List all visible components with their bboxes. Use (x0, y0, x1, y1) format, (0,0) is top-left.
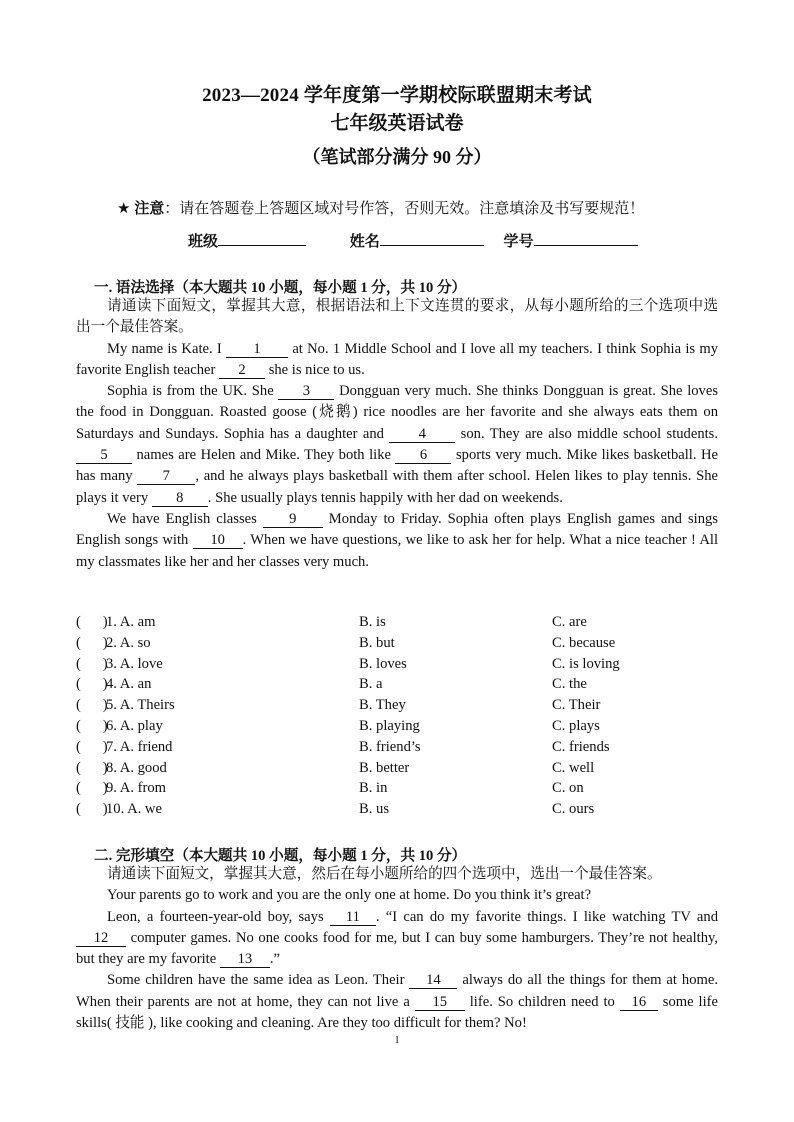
notice-line (117, 197, 644, 218)
section1-content (76, 296, 718, 573)
passage-text: always do all the things for them at home. When their parents are not at home, they can not live a (76, 972, 718, 1010)
name-blank[interactable] (380, 231, 484, 246)
option-a: 10. A. we (106, 801, 162, 818)
option-a: 6. A. play (106, 717, 163, 734)
blank-7: 7 (137, 468, 195, 485)
passage-text: computer games. No one cooks food for me, but I can buy some hamburgers. They’re not healthy, but they are my favorite (76, 929, 718, 968)
passage-text: some life skills( 技能 ), like cooking and cleaning. Are they too difficult for them? No! (76, 993, 718, 1032)
blank-13: 13 (220, 951, 270, 968)
option-b: B. They (359, 697, 406, 714)
answer-bracket[interactable]: ( ) (76, 738, 108, 755)
page-number: 1 (394, 1035, 400, 1046)
option-a: 9. A. from (106, 780, 166, 797)
passage-text: .” (269, 951, 280, 968)
blank-3: 3 (278, 383, 334, 400)
blank-8: 8 (152, 490, 208, 507)
section1-heading: 一. 语法选择（本大题共 10 小题，每小题 1 分，共 10 分） (94, 280, 467, 296)
option-row (76, 697, 726, 718)
passage2-paragraph (76, 970, 718, 1034)
option-b: B. in (359, 780, 388, 797)
option-b: B. loves (359, 655, 407, 672)
blank-16: 16 (620, 994, 658, 1011)
answer-bracket[interactable]: ( ) (76, 801, 108, 818)
option-a: 7. A. friend (106, 738, 173, 755)
option-b: B. friend’s (359, 738, 421, 755)
passage-text: Leon, a fourteen-year-old boy, says (107, 908, 330, 925)
answer-bracket[interactable]: ( ) (76, 780, 108, 797)
answer-bracket[interactable]: ( ) (76, 697, 108, 714)
blank-10: 10 (193, 532, 243, 549)
passage-text: names are Helen and Mike. They both like (132, 447, 396, 464)
option-b: B. but (359, 634, 395, 651)
passage-text: Monday to Friday. Sophia often plays English games and sings English songs with (76, 510, 718, 549)
student-id-label: 学号 (503, 234, 534, 250)
student-id-field (504, 230, 638, 251)
passage-text: Some children have the same idea as Leon. Their (107, 972, 410, 989)
option-a: 5. A. Theirs (106, 697, 175, 714)
option-c: C. ours (552, 801, 595, 818)
section1-instruction: 请通读下面短文，掌握其大意，根据语法和上下文连贯的要求，从每小题所给的三个选项中选出一个最佳答案。 (76, 298, 718, 336)
option-c: C. because (552, 634, 616, 651)
option-row (76, 718, 726, 739)
option-c: C. well (552, 759, 595, 776)
blank-12: 12 (76, 930, 126, 947)
blank-2: 2 (219, 362, 265, 379)
answer-bracket[interactable]: ( ) (76, 676, 108, 693)
passage1-paragraph (76, 509, 718, 573)
option-a: 3. A. love (106, 655, 163, 672)
student-id-blank[interactable] (534, 231, 638, 246)
passage-text: , and he always plays basketball with them after school. Helen likes to play tennis. She plays it very (76, 468, 718, 506)
answer-bracket[interactable]: ( ) (76, 634, 108, 651)
passage-text: she is nice to us. (265, 361, 365, 378)
option-row (76, 780, 726, 801)
passage-text: . She usually plays tennis happily with her dad on weekends. (207, 489, 563, 506)
option-c: C. the (552, 676, 587, 693)
option-row (76, 760, 726, 781)
option-row (76, 614, 726, 635)
blank-1: 1 (226, 341, 288, 358)
passage1-paragraph (76, 381, 718, 509)
blank-9: 9 (263, 511, 323, 528)
blank-4: 4 (389, 426, 455, 443)
name-field (350, 230, 484, 251)
option-row (76, 739, 726, 760)
blank-6: 6 (395, 447, 451, 464)
passage-text: . When we have questions, we like to ask her for help. What a nice teacher ! All my classmates like her and her classes very much. (76, 532, 718, 570)
passage-text: sports very much. Mike likes basketball. He has many (76, 447, 718, 485)
section2-content (76, 864, 718, 1034)
option-b: B. a (359, 676, 383, 693)
option-a: 1. A. am (106, 614, 156, 630)
blank-5: 5 (76, 447, 132, 464)
exam-subtitle: 七年级英语试卷 (330, 113, 464, 134)
passage-text: Sophia is from the UK. She (107, 383, 279, 400)
passage1-paragraph (76, 339, 718, 382)
option-c: C. on (552, 780, 584, 797)
class-field (188, 230, 306, 251)
option-row (76, 635, 726, 656)
passage-text: Dongguan very much. She thinks Dongguan is great. She loves the food in Dongguan. Roasted goose (烧鹅) rice noodles are her favorite and she always eats them on Saturdays and Sundays. Sophia has a daughter and (76, 383, 718, 442)
name-label: 姓名 (349, 234, 380, 250)
passage2-paragraph: Your parents go to work and you are the only one at home. Do you think it’s great? (107, 887, 592, 904)
passage-text: at No. 1 Middle School and I love all my teachers. I think Sophia is my favorite English teacher (76, 340, 718, 378)
class-blank[interactable] (218, 231, 306, 246)
option-c: C. plays (552, 717, 600, 734)
passage-text: We have English classes (107, 510, 263, 527)
answer-bracket[interactable]: ( ) (76, 759, 108, 776)
option-a: 8. A. good (106, 759, 167, 776)
class-label: 班级 (188, 234, 219, 250)
exam-title: 2023—2024 学年度第一学期校际联盟期末考试 (202, 85, 592, 106)
option-c: C. are (552, 614, 587, 630)
passage-text: son. They are also middle school students. (455, 425, 718, 442)
passage2-paragraph (76, 907, 718, 971)
option-c: C. friends (552, 738, 610, 755)
option-c: C. Their (552, 697, 601, 714)
blank-14: 14 (409, 972, 457, 989)
section2-instruction: 请通读下面短文，掌握其大意，然后在每小题所给的四个选项中，选出一个最佳答案。 (107, 866, 662, 882)
answer-bracket[interactable]: ( ) (76, 614, 108, 630)
option-b: B. better (359, 759, 410, 776)
options-list (76, 614, 726, 822)
passage-text: . “I can do my favorite things. I like watching TV and (375, 908, 718, 925)
section2-heading: 二. 完形填空（本大题共 10 小题，每小题 1 分，共 10 分） (94, 848, 467, 864)
star-icon: ★ (117, 201, 131, 217)
notice-label: 注意 (134, 201, 165, 217)
option-b: B. is (359, 614, 386, 630)
option-row (76, 656, 726, 677)
student-info-fields (188, 230, 638, 251)
option-row (76, 676, 726, 697)
answer-bracket[interactable]: ( ) (76, 655, 108, 672)
option-b: B. us (359, 801, 390, 818)
blank-11: 11 (330, 909, 376, 926)
option-b: B. playing (359, 717, 420, 734)
option-c: C. is loving (552, 655, 620, 672)
notice-text: ：请在答题卷上答题区域对号作答，否则无效。注意填涂及书写要规范！ (164, 201, 645, 217)
blank-15: 15 (415, 994, 465, 1011)
passage-text: life. So children need to (464, 993, 620, 1010)
passage-text: My name is Kate. I (107, 340, 227, 357)
option-row (76, 801, 726, 822)
answer-bracket[interactable]: ( ) (76, 717, 108, 734)
exam-score-note: （笔试部分满分 90 分） (302, 147, 492, 167)
option-a: 2. A. so (106, 634, 151, 651)
option-a: 4. A. an (106, 676, 152, 693)
